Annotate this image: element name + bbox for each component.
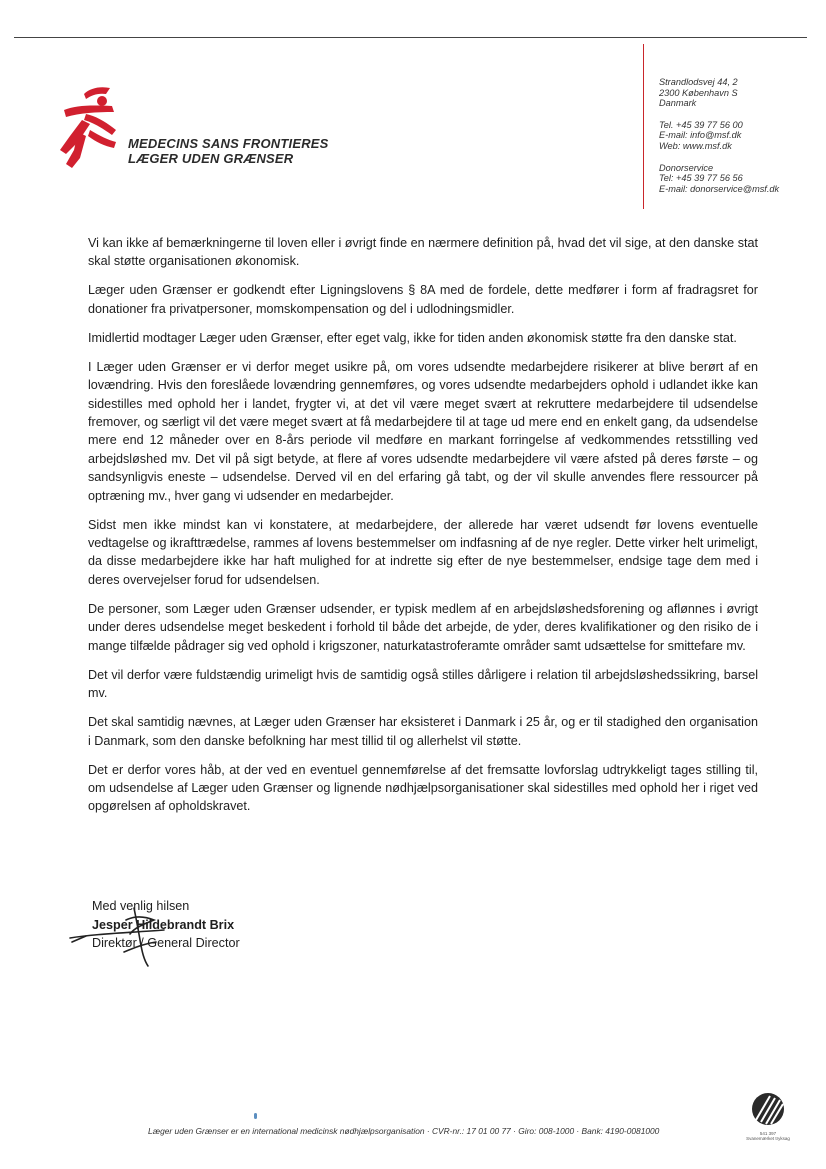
address-line: Strandlodsvej 44, 2	[659, 77, 738, 87]
handwritten-signature	[64, 900, 194, 970]
donor-title: Donorservice	[659, 162, 714, 173]
signatory-title: Direktør / General Director	[92, 936, 240, 951]
contact-block	[659, 77, 809, 194]
header-divider	[643, 44, 644, 209]
paragraph: Sidst men ikke mindst kan vi konstatere, at medarbejdere, der allerede har været udsendt før lovens eventuelle vedtagelse og ikrafttrædelse, rammes af lovens bestemmelser om indfasning af de nye regler. Dette virker helt urimeligt, da disse medarbejdere ikke har haft mulighed for at indrette sig efter de nye bestemmelser, endsige tage dem med i deres overvejelser forud for udsendelsen.	[88, 517, 758, 587]
address-line: 2300 København S	[659, 87, 738, 98]
paragraph: Det er derfor vores håb, at der ved en eventuel gennemførelse af det fremsatte lovforslag udtrykkeligt tages stilling til, om udsendelse af Læger uden Grænser og lignende nødhjælpsorganisationer skal sidestilles med ophold her i riget ved opgørelsen af opholdskravet.	[88, 762, 758, 814]
donor-email: E-mail: donorservice@msf.dk	[659, 183, 780, 194]
logo-text-line1: MEDECINS SANS FRONTIERES	[128, 136, 329, 151]
paragraph: Læger uden Grænser er godkendt efter Ligningslovens § 8A med de fordele, dette medfører i form af fradragsret for donationer fra privatpersoner, momskompensation og del i udlodningsmidler.	[88, 283, 758, 316]
paragraph: I Læger uden Grænser er vi derfor meget usikre på, om vores udsendte medarbejdere risikerer at blive berørt af en lovændring. Hvis den foreslåede lovændring gennemføres, og vores udsendte medarbejders ophold i udlandet ikke kan sidestilles med ophold her i landet, frygter vi, at det vil være meget svært at rekruttere medarbejdere til udsendelse fremover, og særligt vil det være meget svært at få medarbejdere til at tage ud mere end en enkelt gang, da udsendelse mere end 12 måneder over en 8-års periode vil medføre en markant forringelse af vedkommendes retsstilling ved arbejdsløshed mv. Det vil på sigt betyde, at flere af vores udsendte medarbejdere vil være afsted på deres første – og sandsynligvis eneste – udsendelse. Derved vil en del erfaring gå tabt, og der vil skulle anvendes flere ressourcer på optræning mv., hver gang vi udsender en medarbejder.	[88, 359, 758, 503]
paragraph: Vi kan ikke af bemærkningerne til loven eller i øvrigt finde en nærmere definition på, hvad det vil sige, at den danske stat skal støtte organisationen økonomisk.	[88, 236, 758, 269]
letter-body	[88, 234, 758, 826]
address-line: Danmark	[659, 98, 697, 109]
top-rule	[14, 37, 807, 38]
paragraph: Imidlertid modtager Læger uden Grænser, efter eget valg, ikke for tiden anden økonomisk støtte fra den danske stat.	[88, 330, 737, 345]
email-line: E-mail: info@msf.dk	[659, 130, 742, 141]
msf-running-man-icon	[56, 80, 136, 170]
logo-text-line2: LÆGER UDEN GRÆNSER	[128, 151, 294, 166]
footer-note: Læger uden Grænser er en international medicinsk nødhjælpsorganisation · CVR-nr.: 17 01 00 77 · Giro: 008-1000 · Bank: 4190-0081000	[148, 1126, 660, 1136]
ecolabel-text: Svanemærket tryksag	[746, 1136, 790, 1141]
signatory-name: Jesper Hildebrandt Brix	[92, 917, 235, 932]
paragraph: Det vil derfor være fuldstændig urimeligt hvis de samtidig også stilles dårligere i relation til arbejdsløshedssikring, barsel mv.	[88, 667, 758, 701]
scan-speck	[254, 1113, 257, 1119]
paragraph: De personer, som Læger uden Grænser udsender, er typisk medlem af en arbejdsløshedsforening og aflønnes i øvrigt under deres udsendelse meget beskedent i forhold til både det arbejde, de yder, deres kvalifikationer og den risiko de i mange tilfælde pådrager sig ved ophold i krigszoner, naturkatastroferamte områder samt udsættelse for smittefare mv.	[88, 601, 758, 653]
web-line: Web: www.msf.dk	[659, 140, 732, 151]
msf-logo	[56, 80, 329, 175]
paragraph: Det skal samtidig nævnes, at Læger uden Grænser har eksisteret i Danmark i 25 år, og er til stadighed den organisation i Danmark, som den danske befolkning har mest tillid til og allerhelst vil støtte.	[88, 715, 758, 748]
swan-label-icon	[748, 1092, 788, 1126]
greeting: Med venlig hilsen	[92, 899, 190, 913]
ecolabel-code: 541 397	[759, 1131, 777, 1136]
phone-line: Tel. +45 39 77 56 00	[659, 119, 743, 130]
donor-phone: Tel: +45 39 77 56 56	[659, 173, 743, 184]
ecolabel	[742, 1092, 794, 1140]
